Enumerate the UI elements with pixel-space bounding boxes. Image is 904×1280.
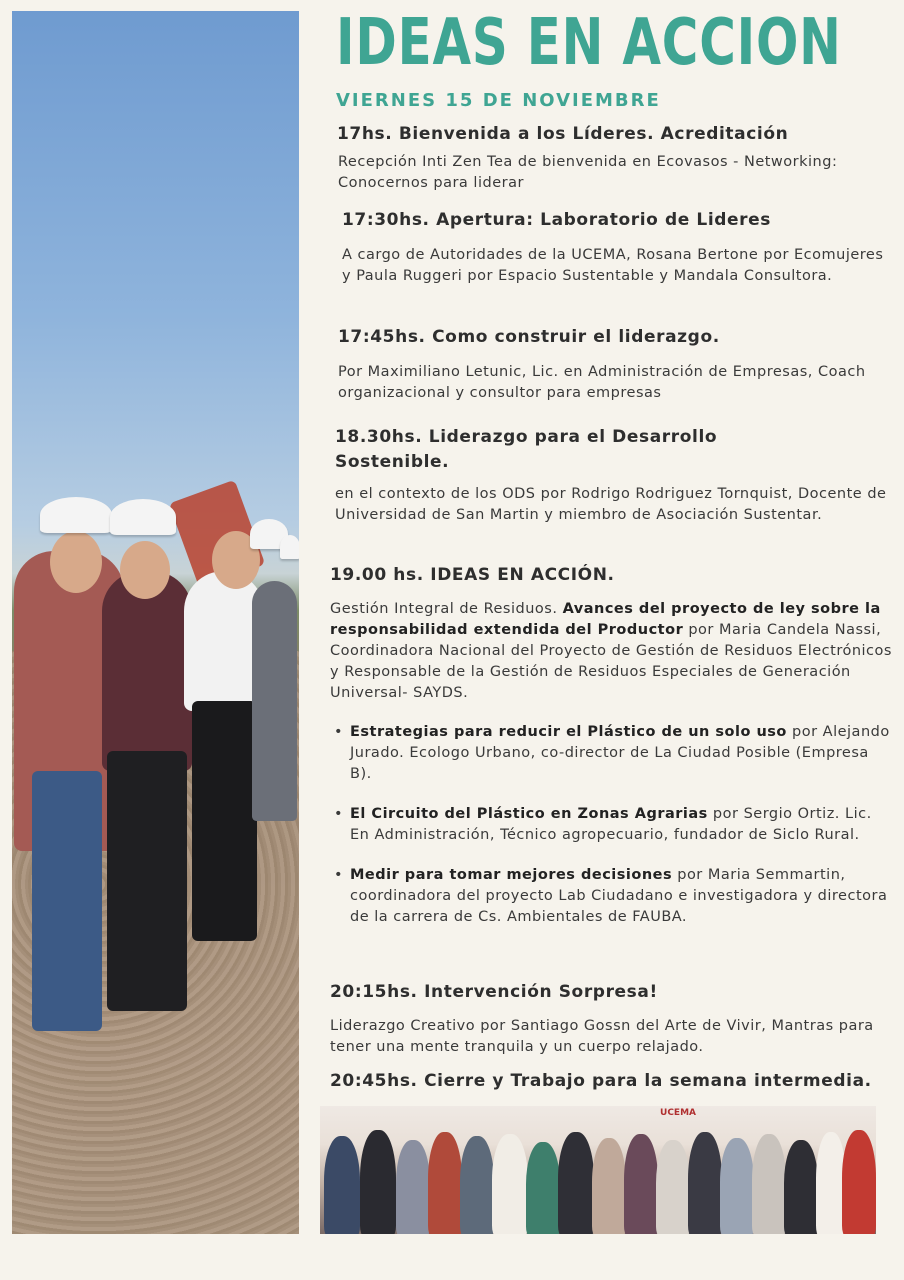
session-desc-opening: A cargo de Autoridades de la UCEMA, Rosana Bertone por Ecomujeres y Paula Ruggeri por Espacio Sustentable y Mandala Consultora. <box>342 247 884 284</box>
desc-plain-text: Gestión Integral de Residuos. <box>330 601 563 617</box>
face <box>120 541 170 599</box>
person-figure <box>656 1140 690 1234</box>
session-desc-surprise: Liderazgo Creativo por Santiago Gossn del Arte de Vivir, Mantras para tener una mente tranquila y un cuerpo relajado. <box>330 1018 874 1055</box>
person-figure <box>428 1132 462 1234</box>
session-desc-ideas <box>330 599 900 704</box>
person-figure <box>492 1134 528 1234</box>
person-figure <box>558 1132 594 1234</box>
person-figure <box>842 1130 876 1234</box>
person-figure <box>752 1134 786 1234</box>
talk-title: El Circuito del Plástico en Zonas Agrarias <box>350 806 708 822</box>
talk-title: Medir para tomar mejores decisiones <box>350 867 673 883</box>
session-title-ideas: 19.00 hs. IDEAS EN ACCIÓN. <box>330 565 615 585</box>
group-photo <box>320 1106 876 1234</box>
talk-speaker: por Maria Semmartin, coordinadora del proyecto Lab Ciudadano e investigadora y directora de la carrera de Cs. Ambientales de FAUBA. <box>350 867 888 925</box>
page-title: IDEAS EN ACCION <box>336 6 842 80</box>
hardhat-icon <box>110 499 176 535</box>
bullet-icon: • <box>334 724 344 740</box>
desc-bold-text: Avances del proyecto de ley sobre la responsabilidad extendida del Productor <box>330 601 881 638</box>
jeans <box>32 771 102 1031</box>
person-figure <box>526 1142 560 1234</box>
session-desc-sustainable: en el contexto de los ODS por Rodrigo Rodriguez Tornquist, Docente de Universidad de San Martin y miembro de Asociación Sustentar. <box>335 486 887 523</box>
face <box>50 531 102 593</box>
talks-list <box>330 722 890 928</box>
person-figure <box>688 1132 722 1234</box>
hardhat-icon <box>40 497 112 533</box>
session-title-welcome: 17hs. Bienvenida a los Líderes. Acreditación <box>337 124 789 144</box>
desc-plain-text: por Maria Candela Nassi, Coordinadora Nacional del Proyecto de Gestión de Residuos Electrónicos y Responsable de la Gestión de Residuos Especiales de Generación Universal- SAYDS. <box>330 622 892 701</box>
session-title-sustainable: 18.30hs. Liderazgo para el Desarrollo Sostenible. <box>335 427 718 472</box>
woman-figure <box>102 571 192 771</box>
talk-title: Estrategias para reducir el Plástico de un solo uso <box>350 724 787 740</box>
person-figure <box>720 1138 754 1234</box>
list-item <box>330 804 890 846</box>
women-hardhats-photo <box>12 11 299 1234</box>
bullet-icon: • <box>334 867 344 883</box>
session-desc-welcome: Recepción Inti Zen Tea de bienvenida en Ecovasos - Networking: Conocernos para liderar <box>338 154 838 191</box>
list-item <box>330 722 890 785</box>
person-figure <box>360 1130 396 1234</box>
event-date: VIERNES 15 DE NOVIEMBRE <box>336 90 661 111</box>
person-figure <box>252 581 297 821</box>
list-item <box>330 865 890 928</box>
ucema-logo: UCEMA <box>660 1108 696 1118</box>
hardhat-icon <box>280 535 299 559</box>
person-figure <box>460 1136 494 1234</box>
session-title-opening: 17:30hs. Apertura: Laboratorio de Lideres <box>342 210 771 230</box>
session-title-leadership: 17:45hs. Como construir el liderazgo. <box>338 327 720 347</box>
session-desc-leadership: Por Maximiliano Letunic, Lic. en Administración de Empresas, Coach organizacional y consultor para empresas <box>338 364 866 401</box>
bullet-icon: • <box>334 806 344 822</box>
person-figure <box>624 1134 658 1234</box>
pants <box>107 751 187 1011</box>
person-figure <box>592 1138 626 1234</box>
session-title-surprise: 20:15hs. Intervención Sorpresa! <box>330 982 658 1002</box>
person-figure <box>396 1140 430 1234</box>
talk-speaker: por Alejando Jurado. Ecologo Urbano, co-director de La Ciudad Posible (Empresa B). <box>350 724 890 782</box>
person-figure <box>784 1140 818 1234</box>
person-figure <box>324 1136 360 1234</box>
pants <box>192 701 257 941</box>
talk-speaker: por Sergio Ortiz. Lic. En Administración, Técnico agropecuario, fundador de Siclo Rural. <box>350 806 872 843</box>
session-title-closing: 20:45hs. Cierre y Trabajo para la semana intermedia. <box>330 1071 872 1091</box>
